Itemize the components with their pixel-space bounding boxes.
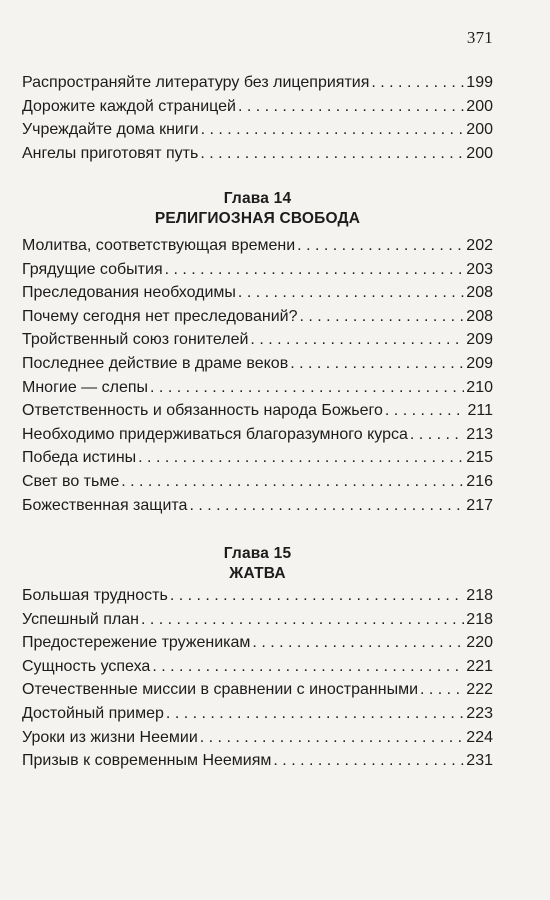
- toc-entry: [22, 446, 493, 470]
- toc-entry: [22, 494, 493, 518]
- dot-leader: [138, 446, 464, 470]
- dot-leader: [410, 423, 464, 447]
- entry-title: Молитва, соответствующая времени: [22, 237, 296, 254]
- toc-entry: [22, 423, 493, 447]
- dot-leader: [371, 71, 464, 95]
- toc-entry: [22, 95, 493, 119]
- entry-page: 231: [466, 752, 493, 770]
- toc-entry: [22, 608, 493, 632]
- dot-leader: [238, 281, 464, 305]
- dot-leader: [385, 399, 466, 423]
- entry-page: 215: [466, 449, 493, 467]
- toc-entry: [22, 631, 493, 655]
- chapter-number: Глава 14: [223, 190, 292, 207]
- entry-title: Распространяйте литературу без лицеприятия: [22, 74, 370, 91]
- dot-leader: [150, 376, 464, 400]
- toc-entry: [22, 281, 493, 305]
- entry-page: 200: [466, 121, 493, 139]
- dot-leader: [250, 328, 464, 352]
- entry-title: Ангелы приготовят путь: [22, 144, 199, 162]
- toc-entry: [22, 142, 493, 166]
- entry-page: 210: [466, 378, 493, 396]
- dot-leader: [201, 118, 465, 142]
- page-number: 371: [466, 28, 493, 47]
- entry-page: 220: [466, 634, 493, 652]
- entry-title: Необходимо придерживаться благоразумного курса: [22, 425, 408, 443]
- dot-leader: [200, 142, 464, 166]
- toc-list-chapter-15: [22, 584, 493, 773]
- toc-entry: [22, 328, 493, 352]
- dot-leader: [300, 305, 465, 329]
- entry-page: 218: [466, 587, 493, 604]
- entry-page: 208: [466, 284, 493, 302]
- entry-title: Отечественные миссии в сравнении с иностранными: [22, 681, 418, 699]
- entry-page: 221: [466, 657, 493, 675]
- entry-title: Сущность успеха: [22, 657, 151, 675]
- chapter-heading: [22, 189, 493, 229]
- toc-entry: [22, 678, 493, 702]
- toc-entry: [22, 71, 493, 95]
- toc-entry: [22, 258, 493, 282]
- entry-title: Свет во тьме: [22, 472, 120, 490]
- toc-entry: [22, 399, 493, 423]
- dot-leader: [297, 234, 464, 258]
- entry-page: 213: [466, 425, 493, 443]
- entry-title: Учреждайте дома книги: [22, 121, 199, 139]
- entry-title: Ответственность и обязанность народа Божьего: [22, 402, 383, 420]
- entry-page: 211: [467, 402, 493, 420]
- dot-leader: [170, 584, 464, 608]
- entry-title: Победа истины: [22, 449, 137, 467]
- dot-leader: [165, 258, 465, 282]
- chapter-number: Глава 15: [223, 545, 292, 562]
- dot-leader: [273, 749, 464, 773]
- toc-entry: [22, 702, 493, 726]
- entry-page: 199: [466, 74, 493, 91]
- entry-page: 218: [466, 610, 493, 628]
- entry-title: Предостережение труженикам: [22, 634, 251, 652]
- dot-leader: [189, 494, 464, 518]
- dot-leader: [200, 726, 465, 750]
- entry-title: Достойный пример: [22, 704, 164, 722]
- entry-page: 217: [466, 496, 493, 514]
- toc-entry: [22, 470, 493, 494]
- entry-title: Тройственный союз гонителей: [22, 331, 249, 349]
- entry-title: Преследования необходимы: [22, 284, 236, 302]
- toc-entry: [22, 118, 493, 142]
- toc-entry: [22, 376, 493, 400]
- entry-page: 200: [466, 144, 493, 162]
- entry-title: Божественная защита: [22, 496, 188, 514]
- dot-leader: [252, 631, 464, 655]
- entry-title: Многие — слепы: [22, 378, 149, 396]
- toc-entry: [22, 726, 493, 750]
- toc-entry: [22, 584, 493, 608]
- dot-leader: [420, 678, 464, 702]
- toc-entry: [22, 234, 493, 258]
- entry-page: 224: [466, 728, 493, 746]
- entry-title: Почему сегодня нет преследований?: [22, 307, 298, 325]
- entry-page: 209: [466, 331, 493, 349]
- entry-title: Грядущие события: [22, 260, 163, 278]
- entry-title: Уроки из жизни Неемии: [22, 728, 198, 746]
- entry-page: 200: [466, 97, 493, 115]
- entry-page: 222: [466, 681, 493, 699]
- toc-list-continuation: [22, 71, 493, 165]
- chapter-heading: [22, 544, 493, 584]
- dot-leader: [238, 95, 464, 119]
- entry-title: Большая трудность: [22, 587, 168, 604]
- entry-title: Успешный план: [22, 610, 139, 628]
- toc-entry: [22, 749, 493, 773]
- entry-page: 203: [466, 260, 493, 278]
- toc-list-chapter-14: [22, 234, 493, 517]
- dot-leader: [166, 702, 464, 726]
- entry-page: 209: [466, 354, 493, 372]
- entry-page: 223: [466, 704, 493, 722]
- dot-leader: [141, 608, 464, 632]
- entry-page: 208: [466, 307, 493, 325]
- entry-page: 216: [466, 472, 493, 490]
- toc-entry: [22, 655, 493, 679]
- entry-title: Призыв к современным Неемиям: [22, 752, 272, 770]
- entry-page: 202: [466, 237, 493, 254]
- chapter-title: РЕЛИГИОЗНАЯ СВОБОДА: [154, 210, 361, 227]
- dot-leader: [152, 655, 464, 679]
- toc-entry: [22, 352, 493, 376]
- toc-entry: [22, 305, 493, 329]
- dot-leader: [290, 352, 464, 376]
- dot-leader: [121, 470, 464, 494]
- chapter-title: ЖАТВА: [229, 565, 286, 582]
- entry-title: Дорожите каждой страницей: [22, 97, 236, 115]
- entry-title: Последнее действие в драме веков: [22, 354, 289, 372]
